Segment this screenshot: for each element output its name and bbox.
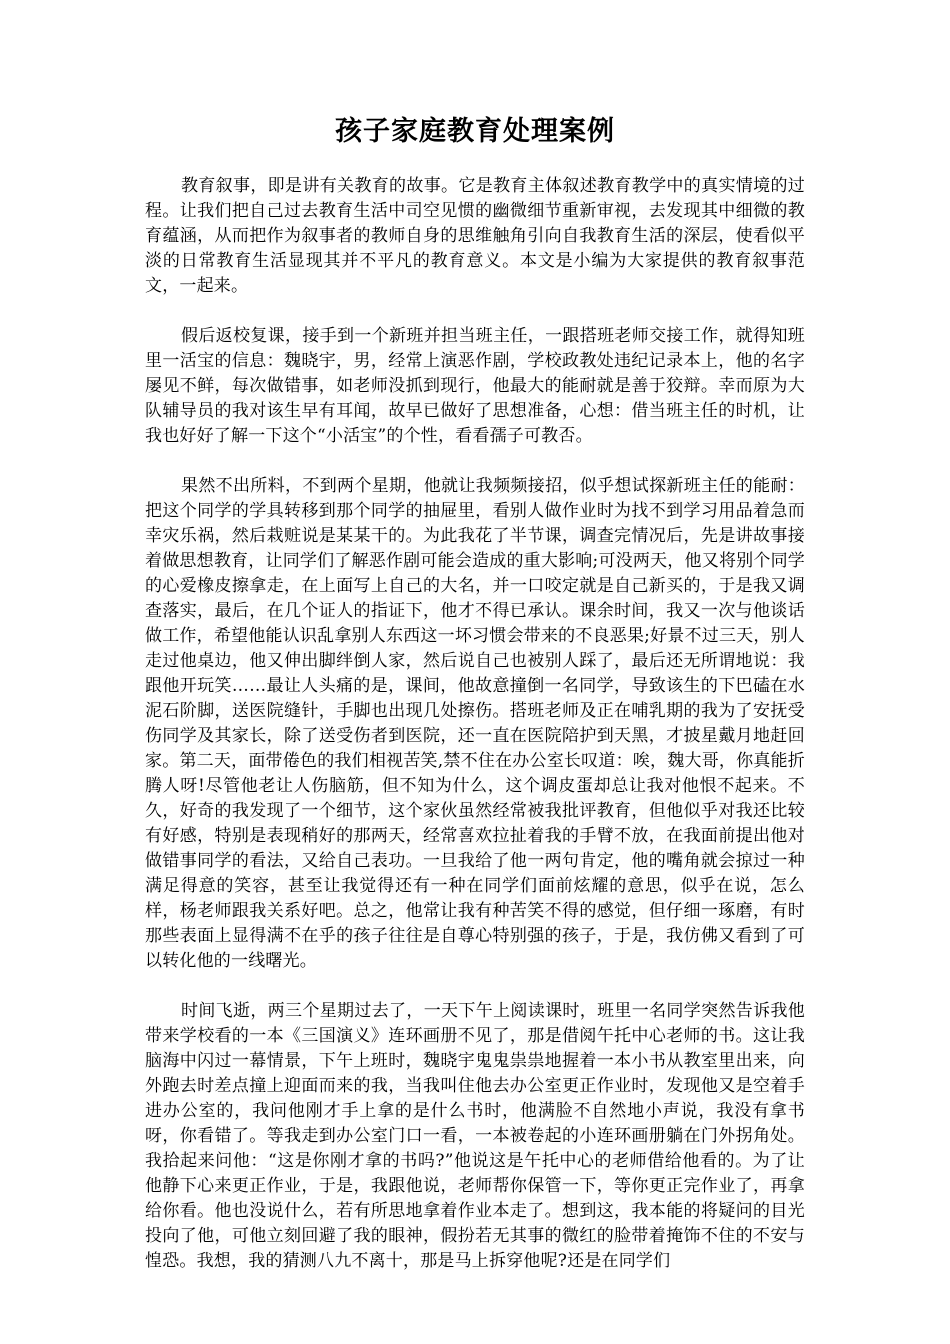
document-page [145, 112, 805, 1299]
paragraph-incidents: 果然不出所料，不到两个星期，他就让我频频接招，似乎想试探新班主任的能耐：把这个同学的学具转移到那个同学的抽屉里，看别人做作业时为找不到学习用品着急而幸灾乐祸，然后栽赃说是某某干的。为此我花了半节课，调查完情况后，先是讲故事接着做思想教育，让同学们了解恶作剧可能会造成的重大影响;可没两天，他又将别个同学的心爱橡皮擦拿走，在上面写上自己的大名，并一口咬定就是自己新买的，于是我又调查落实，最后，在几个证人的指证下，他才不得已承认。课余时间，我又一次与他谈话做工作，希望他能认识乱拿别人东西这一坏习惯会带来的不良恶果;好景不过三天，别人走过他桌边，他又伸出脚绊倒人家，然后说自己也被别人踩了，最后还无所谓地说：我跟他开玩笑……最让人头痛的是，课间，他故意撞倒一名同学，导致该生的下巴磕在水泥石阶脚，送医院缝针，手脚也出现几处擦伤。搭班老师及正在哺乳期的我为了安抚受伤同学及其家长，除了送受伤者到医院，还一直在医院陪护到天黑，才披星戴月地赶回家。第二天，面带倦色的我们相视苦笑,禁不住在办公室长叹道：唉，魏大哥，你真能折腾人呀!尽管他老让人伤脑筋，但不知为什么，这个调皮蛋却总让我对他恨不起来。不久，好奇的我发现了一个细节，这个家伙虽然经常被我批评教育，但他似乎对我还比较有好感，特别是表现稍好的那两天，经常喜欢拉扯着我的手臂不放，在我面前提出他对做错事同学的看法，又给自己表功。一旦我给了他一两句肯定，他的嘴角就会掠过一种满足得意的笑容，甚至让我觉得还有一种在同学们面前炫耀的意思，似乎在说，怎么样，杨老师跟我关系好吧。总之，他常让我有种苦笑不得的感觉，但仔细一琢磨，有时那些表面上显得满不在乎的孩子往往是自尊心特别强的孩子，于是，我仿佛又看到了可以转化他的一线曙光。 [145, 476, 805, 971]
paragraph-book-incident: 时间飞逝，两三个星期过去了，一天下午上阅读课时，班里一名同学突然告诉我他带来学校看的一本《三国演义》连环画册不见了，那是借阅午托中心老师的书。这让我脑海中闪过一幕情景，下午上班时，魏晓宇鬼鬼祟祟地握着一本小书从教室里出来，向外跑去时差点撞上迎面而来的我，当我叫住他去办公室更正作业时，发现他又是空着手进办公室的，我问他刚才手上拿的是什么书时，他满脸不自然地小声说，我没有拿书呀，你看错了。等我走到办公室门口一看，一本被卷起的小连环画册躺在门外拐角处。我拾起来问他：“这是你刚才拿的书吗?”他说这是午托中心的老师借给他看的。为了让他静下心来更正作业，于是，我跟他说，老师帮你保管一下，等你更正完作业了，再拿给你看。他也没说什么，若有所思地拿着作业本走了。想到这，我本能的将疑问的目光投向了他，可他立刻回避了我的眼神，假扮若无其事的微红的脸带着掩饰不住的不安与惶恐。我想，我的猜测八九不离十，那是马上拆穿他呢?还是在同学们 [145, 1001, 805, 1271]
document-title: 孩子家庭教育处理案例 [335, 116, 615, 147]
paragraph-intro: 教育叙事，即是讲有关教育的故事。它是教育主体叙述教育教学中的真实情境的过程。让我们把自己过去教育生活中司空见惯的幽微细节重新审视，去发现其中细微的教育蕴涵，从而把作为叙事者的教师自身的思维触角引向自我教育生活的深层，使看似平淡的日常教育生活显现其并不平凡的教育意义。本文是小编为大家提供的教育叙事范文，一起来。 [145, 176, 805, 296]
paragraph-background: 假后返校复课，接手到一个新班并担当班主任，一跟搭班老师交接工作，就得知班里一活宝的信息：魏晓宇，男，经常上演恶作剧，学校政教处违纪记录本上，他的名字屡见不鲜，每次做错事，如老师没抓到现行，他最大的能耐就是善于狡辩。幸而原为大队辅导员的我对该生早有耳闻，故早已做好了思想准备，心想：借当班主任的时机，让我也好好了解一下这个“小活宝”的个性，看看孺子可教否。 [145, 326, 805, 446]
